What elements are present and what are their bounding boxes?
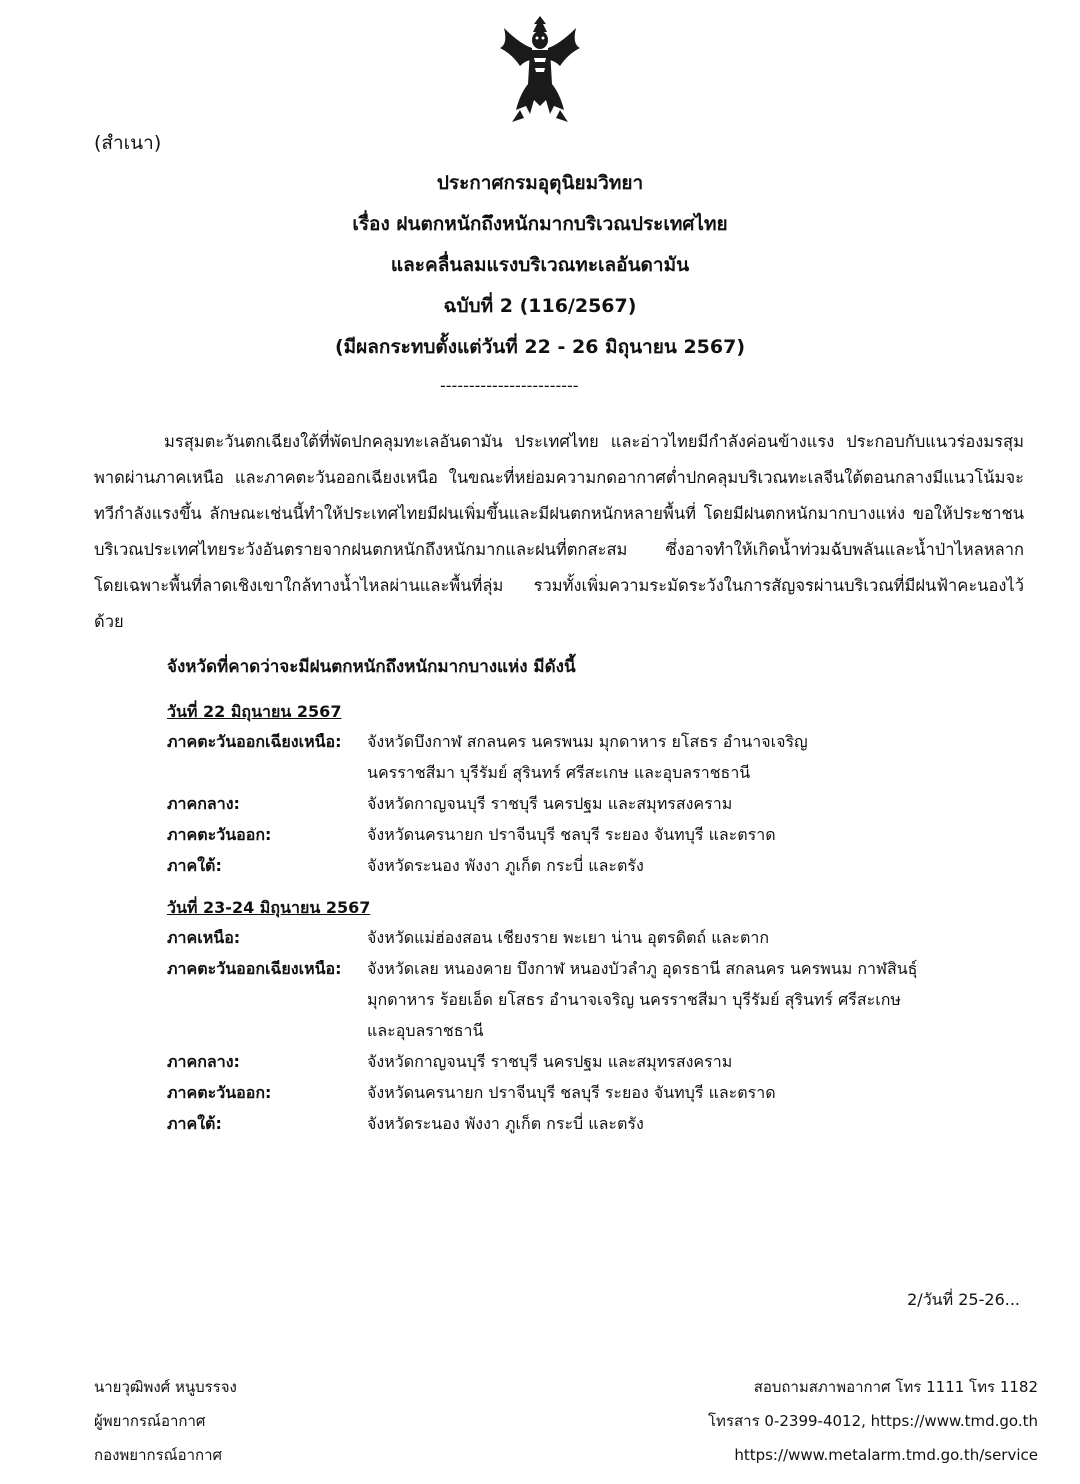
header-line-subject-cont: และคลื่นลมแรงบริเวณทะเลอันดามัน: [390, 254, 690, 276]
region-label: ภาคตะวันออกเฉียงเหนือ:: [167, 732, 342, 751]
province-line: จังหวัดนครนายก ปราจีนบุรี ชลบุรี ระยอง จันทบุรี และตราด: [367, 825, 776, 844]
region-label: ภาคตะวันออก:: [167, 825, 272, 844]
day2-row-central: [167, 1046, 1027, 1077]
province-line: จังหวัดระนอง พังงา ภูเก็ต กระบี่ และตรัง: [367, 856, 644, 875]
forecaster-title: ผู้พยากรณ์อากาศ: [94, 1412, 206, 1430]
contact-fax-website[interactable]: โทรสาร 0-2399-4012, https://www.tmd.go.th: [708, 1412, 1038, 1430]
day1-row-northeast: [167, 726, 1027, 788]
body-paragraph: มรสุมตะวันตกเฉียงใต้ที่พัดปกคลุมทะเลอันดามัน ประเทศไทย และอ่าวไทยมีกำลังค่อนข้างแรง ประกอบกับแนวร่องมรสุมพาดผ่านภาคเหนือ และภาคตะวันออกเฉียงเหนือ ในขณะที่หย่อมความกดอากาศต่ำปกคลุมบริเวณทะเลจีนใต้ตอนกลางมีแนวโน้มจะทวีกำลังแรงขึ้น ลักษณะเช่นนี้ทำให้ประเทศไทยมีฝนเพิ่มขึ้นและมีฝนตกหนักหลายพื้นที่ โดยมีฝนตกหนักมากบางแห่ง ขอให้ประชาชนบริเวณประเทศไทยระวังอันตรายจากฝนตกหนักถึงหนักมากและฝนที่ตกสะสม ซึ่งอาจทำให้เกิดน้ำท่วมฉับพลันและน้ำป่าไหลหลาก โดยเฉพาะพื้นที่ลาดเชิงเขาใกล้ทางน้ำไหลผ่านและพื้นที่ลุ่ม รวมทั้งเพิ่มความระมัดระวังในการสัญจรผ่านบริเวณที่มีฝนฟ้าคะนองไว้ด้วย: [94, 432, 1024, 631]
day1-row-central: [167, 788, 1027, 819]
day2-row-east: [167, 1077, 1027, 1108]
province-list: [367, 953, 1027, 1046]
region-label: ภาคใต้:: [167, 856, 222, 875]
forecaster-name: นายวุฒิพงศ์ หนูบรรจง: [94, 1378, 237, 1396]
day2-row-south: [167, 1108, 1027, 1139]
province-line: จังหวัดกาญจนบุรี ราชบุรี นครปฐม และสมุทรสงคราม: [367, 1052, 733, 1071]
garuda-emblem-icon: [490, 14, 590, 126]
province-line: และอุบลราชธานี: [367, 1021, 484, 1040]
day2-row-north: [167, 922, 1027, 953]
province-line: จังหวัดกาญจนบุรี ราชบุรี นครปฐม และสมุทรสงคราม: [367, 794, 733, 813]
region-label: ภาคตะวันออกเฉียงเหนือ:: [167, 959, 342, 978]
region-label: ภาคกลาง:: [167, 1052, 240, 1071]
provinces-heading: จังหวัดที่คาดว่าจะมีฝนตกหนักถึงหนักมากบางแห่ง มีดังนี้: [167, 657, 576, 677]
day1-date: วันที่ 22 มิถุนายน 2567: [167, 702, 342, 721]
day1-row-east: [167, 819, 1027, 850]
contact-info: [708, 1370, 1038, 1472]
region-label: ภาคกลาง:: [167, 794, 240, 813]
copy-label: (สำเนา): [94, 132, 162, 154]
province-line: จังหวัดนครนายก ปราจีนบุรี ชลบุรี ระยอง จันทบุรี และตราด: [367, 1083, 776, 1102]
region-label: ภาคใต้:: [167, 1114, 222, 1133]
province-list: [367, 726, 1027, 788]
header-separator: ------------------------: [440, 376, 579, 395]
announcement-header: [0, 168, 1080, 373]
province-line: มุกดาหาร ร้อยเอ็ด ยโสธร อำนาจเจริญ นครราชสีมา บุรีรัมย์ สุรินทร์ ศรีสะเกษ: [367, 990, 901, 1009]
header-line-effective: (มีผลกระทบตั้งแต่วันที่ 22 - 26 มิถุนายน 2567): [334, 336, 746, 358]
region-label: ภาคตะวันออก:: [167, 1083, 272, 1102]
header-line-agency: ประกาศกรมอุตุนิยมวิทยา: [436, 172, 644, 194]
region-label: ภาคเหนือ:: [167, 928, 241, 947]
province-line: จังหวัดบึงกาฬ สกลนคร นครพนม มุกดาหาร ยโสธร อำนาจเจริญ: [367, 732, 808, 751]
forecaster-signature: [94, 1370, 237, 1472]
header-line-subject: เรื่อง ฝนตกหนักถึงหนักมากบริเวณประเทศไทย: [352, 213, 728, 235]
contact-phone: สอบถามสภาพอากาศ โทร 1111 โทร 1182: [753, 1378, 1038, 1396]
header-line-issue: ฉบับที่ 2 (116/2567): [443, 295, 637, 317]
day2-block: [167, 894, 1027, 1139]
province-line: นครราชสีมา บุรีรัมย์ สุรินทร์ ศรีสะเกษ และอุบลราชธานี: [367, 763, 751, 782]
day1-block: [167, 698, 1027, 881]
province-line: จังหวัดแม่ฮ่องสอน เชียงราย พะเยา น่าน อุตรดิตถ์ และตาก: [367, 928, 770, 947]
forecaster-division: กองพยากรณ์อากาศ: [94, 1446, 223, 1464]
province-line: จังหวัดเลย หนองคาย บึงกาฬ หนองบัวลำภู อุดรธานี สกลนคร นครพนม กาฬสินธุ์: [367, 959, 918, 978]
next-page-marker: 2/วันที่ 25-26...: [907, 1290, 1020, 1309]
province-line: จังหวัดระนอง พังงา ภูเก็ต กระบี่ และตรัง: [367, 1114, 644, 1133]
day2-date: วันที่ 23-24 มิถุนายน 2567: [167, 898, 371, 917]
contact-service-link[interactable]: https://www.metalarm.tmd.go.th/service: [734, 1446, 1038, 1464]
day2-row-northeast: [167, 953, 1027, 1046]
day1-row-south: [167, 850, 1027, 881]
